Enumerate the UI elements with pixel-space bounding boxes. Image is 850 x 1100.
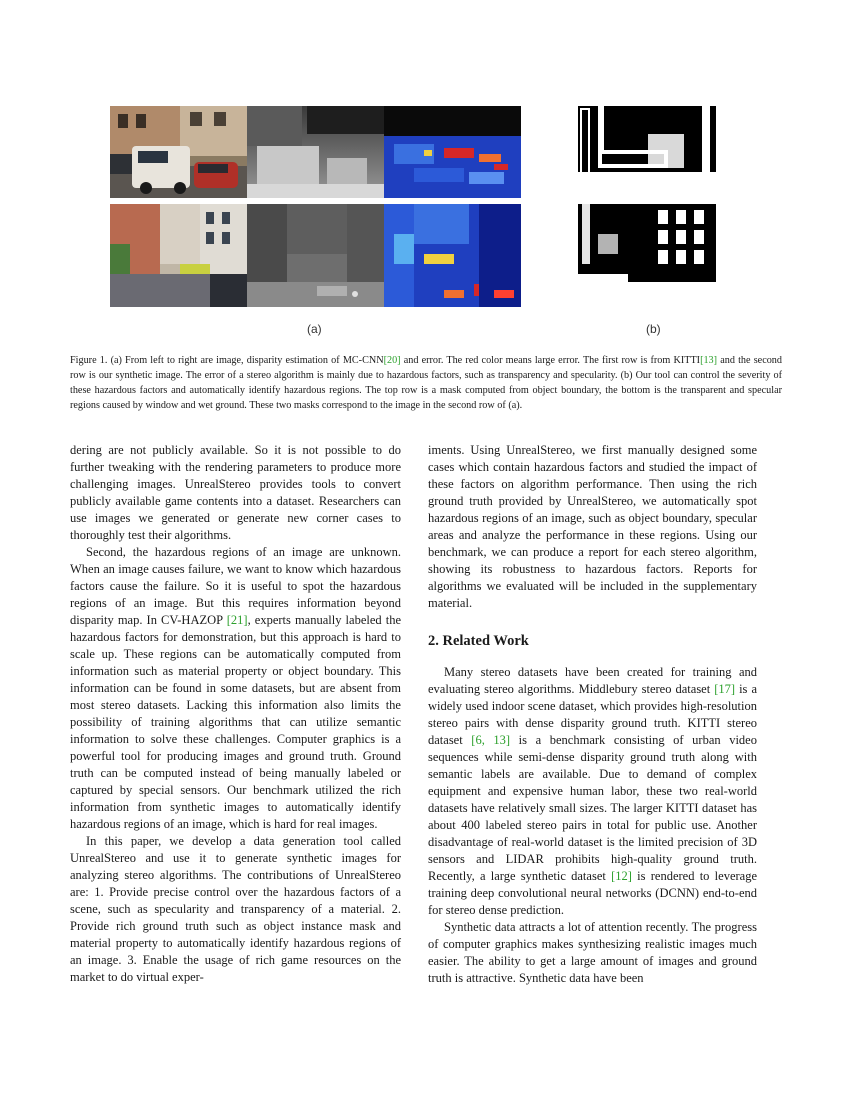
paragraph: Synthetic data attracts a lot of attention recently. The progress of computer graphics makes synthesizing realistic images much easier. The ability to get a large amount of images and ground truth is attractive. Synthetic data have been [428, 920, 757, 985]
paragraph-text: Many stereo datasets have been created for training and evaluating stereo algorithms. Middlebury stereo dataset [428, 665, 757, 696]
left-column [70, 442, 401, 986]
paragraph-text: is a widely used indoor scene dataset, which provides high-resolution stereo pairs with dense disparity ground truth. KITTI stereo dataset [428, 682, 757, 747]
caption-text-2: and error. The red color means large error. The first row is from KITTI [400, 355, 701, 366]
citation-link[interactable]: [12] [611, 869, 632, 883]
specular-transparent-mask [578, 204, 716, 307]
caption-text-3: and the second row is our synthetic image. The error of a stereo algorithm is mainly due to hazardous factors, such as transparency and specularity. (b) Our tool can control the severity of these hazardous factors and automatically identify hazardous regions. The top row is a mask computed from object boundary, the bottom is the transparent and specular regions caused by window and wet ground. These two masks correspond to the image in the second row of (a). [70, 355, 782, 411]
citation-link[interactable]: [17] [714, 682, 736, 696]
kitti-error-map [384, 106, 521, 198]
paragraph-text: Second, the hazardous regions of an image are unknown. When an image causes failure, we want to know which hazardous factors cause the failure. So it is useful to spot the hazardous regions of an image. But this requires information beyond disparity map. In CV-HAZOP [70, 545, 401, 627]
paragraph: dering are not publicly available. So it is not possible to do further tweaking with the rendering parameters to produce more challenging images. UnrealStereo provides tools to convert publicly available game contents into a dataset. Researchers can use images we generated or generate new corner cases to thoroughly test their algorithms. [70, 443, 401, 542]
synthetic-street-image [110, 204, 247, 307]
citation-link[interactable]: [13] [700, 355, 718, 366]
figure-1 [110, 106, 720, 338]
boundary-mask [578, 106, 716, 198]
paragraph [70, 544, 401, 833]
synthetic-error-map [384, 204, 521, 307]
paragraph-text: , experts manually labeled the hazardous factors for demonstration, but this approach is hard to scale up. These regions can be automatically computed from information such as material property or object boundary. This information can be found in some datasets, but are absent from most stereo datasets. Lacking this information also limits the possibility of training algorithms that can utilize semantic information to solve these challenges. Computer graphics is a powerful tool for producing images and ground truth. Ground truth can be computed instead of being manually labeled or captured by special sensors. Our benchmark utilized the rich information from synthetic images to automatically identify hazardous regions of an image, which is hard for real images. [70, 613, 401, 831]
section-heading: 2. Related Work [428, 633, 529, 649]
paragraph [428, 664, 757, 919]
citation-link[interactable]: [6, 13] [471, 733, 511, 747]
right-column [428, 442, 757, 987]
paragraph-text: is a benchmark consisting of urban video sequences while semi-dense disparity ground truth along with semantic labels are available. Due to demand of complex equipment and expensive human labor, these two real-world datasets have relatively small sizes. The larger KITTI dataset has about 400 labeled stereo pairs in total for public use. Another disadvantage of real-world dataset is the limited precision of 3D sensors and LIDAR prohibits high-quality ground truth. Recently, a large synthetic dataset [428, 733, 757, 883]
synthetic-disparity-map [247, 204, 384, 307]
citation-link[interactable]: [20] [383, 355, 401, 366]
paragraph: iments. Using UnrealStereo, we first manually designed some cases which contain hazardous factors and studied the impact of these factors on algorithm performance. Then using the rich ground truth provided by UnrealStereo, we automatically spot hazardous regions of an image, such as object boundary, specular areas and analyze the performance in these regions. Using our benchmark, we can produce a report for each stereo algorithm, showing its robustness to hazardous factors. Reports for algorithms we evaluated will be included in the supplementary material. [428, 443, 757, 610]
subfigure-b-label: (b) [646, 322, 661, 336]
caption-text-1: Figure 1. (a) From left to right are image, disparity estimation of MC-CNN [70, 355, 384, 366]
figure-caption [70, 353, 782, 413]
paragraph: In this paper, we develop a data generation tool called UnrealStereo and use it to generate synthetic images for analyzing stereo algorithms. The contributions of UnrealStereo are: 1. Provide precise control over the hazardous factors of a scene, such as specularity and transparency of a material. 2. Provide rich ground truth such as object instance mask and material property to automatically identify hazardous regions of an image. 3. Enable the usage of rich game resources on the market to do virtual exper- [70, 834, 401, 984]
citation-link[interactable]: [21] [226, 613, 248, 627]
subfigure-a-label: (a) [307, 322, 322, 336]
kitti-disparity-map [247, 106, 384, 198]
paragraph-text: is rendered to leverage training deep convolutional neural networks (DCNN) end-to-end for stereo dense prediction. [428, 869, 757, 917]
kitti-street-image [110, 106, 247, 198]
